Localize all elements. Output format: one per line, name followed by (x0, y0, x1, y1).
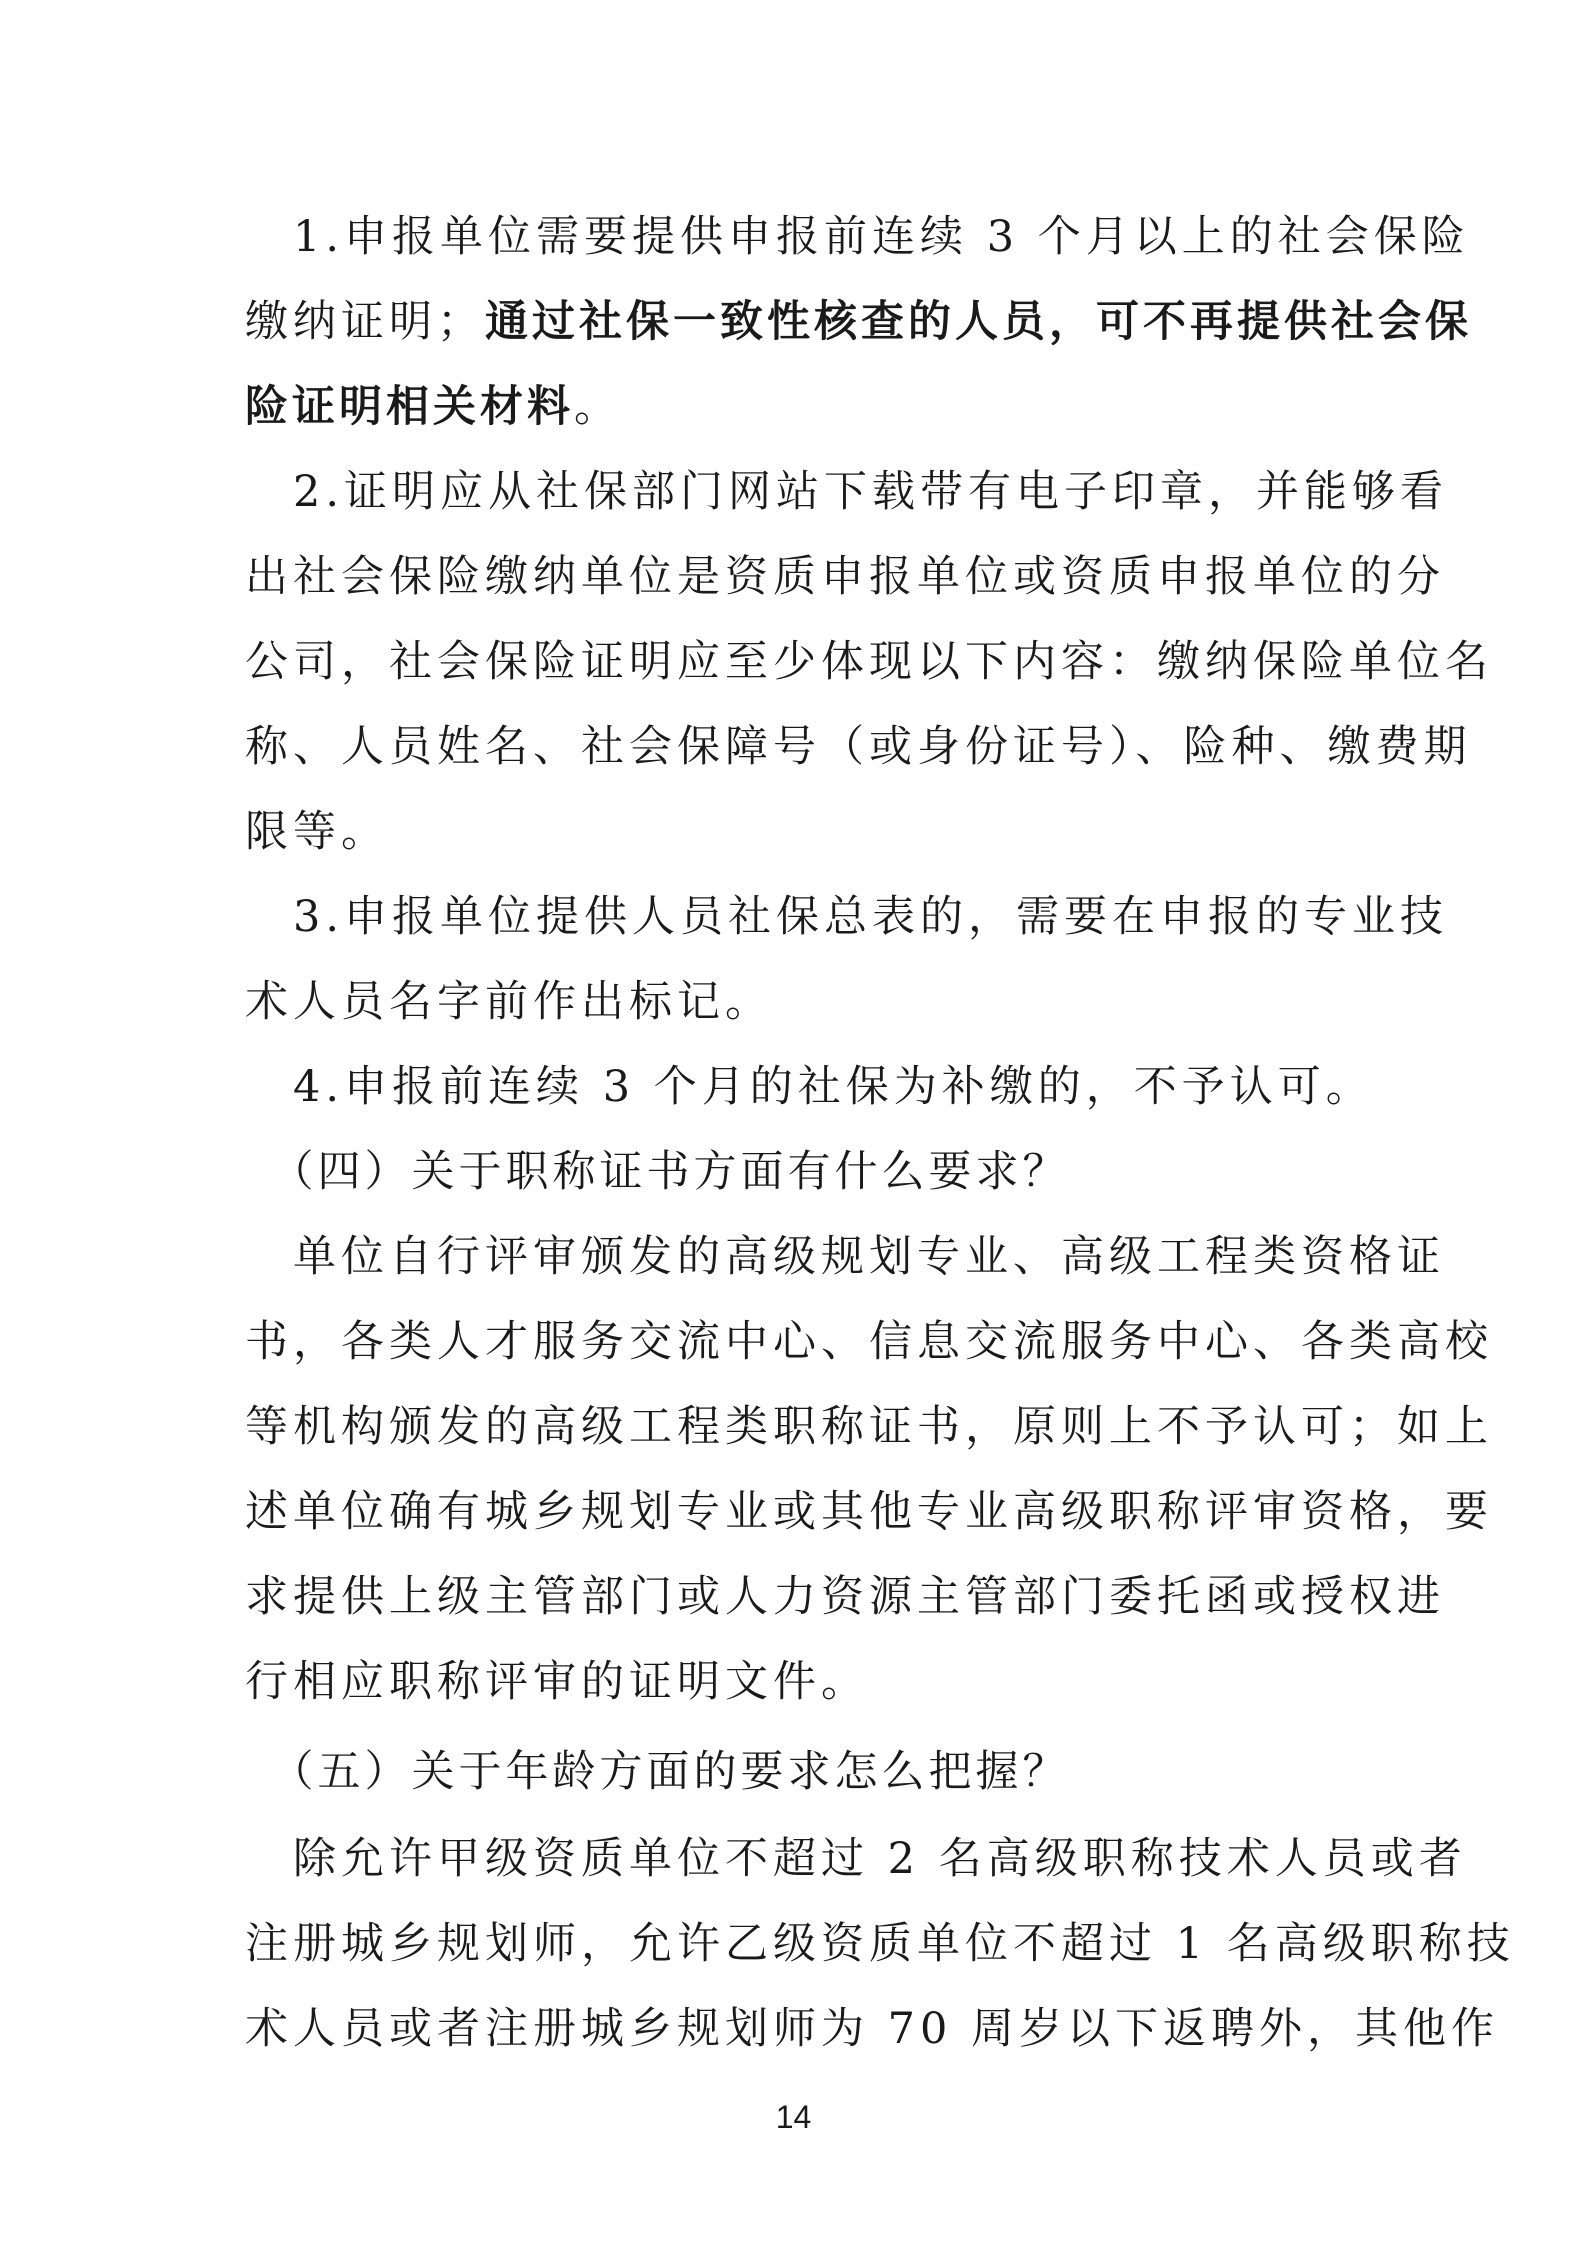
paragraph-1-line-1 (245, 195, 1470, 279)
paragraph-4-line-1 (245, 1045, 1374, 1129)
paragraph-2-line-2 (245, 535, 1445, 619)
paragraph-2-line-4 (245, 705, 1472, 789)
text-run: 2.证明应从社保部门网站下载带有电子印章，并能够看 (245, 467, 1449, 517)
text-run: 术人员名字前作出标记。 (245, 977, 773, 1027)
paragraph-6-line-3 (245, 1987, 1500, 2071)
paragraph-5-line-6 (245, 1640, 1365, 1724)
heading-text: （五）关于年龄方面的要求怎么把握？ (245, 1747, 1070, 1797)
paragraph-5-line-3 (245, 1385, 1493, 1469)
text-run: 书，各类人才服务交流中心、信息交流服务中心、各类高校 (245, 1317, 1493, 1367)
paragraph-2-line-1 (245, 450, 1449, 534)
paragraph-6-line-1 (245, 1817, 1467, 1901)
text-run: 行相应职称评审的证明文件。 (245, 1657, 869, 1707)
text-run: 3.申报单位提供人员社保总表的，需要在申报的专业技 (245, 892, 1449, 942)
text-run: 。 (574, 382, 622, 432)
text-run: 等机构颁发的高级工程类职称证书，原则上不予认可；如上 (245, 1402, 1493, 1452)
text-run: 称、人员姓名、社会保障号（或身份证号）、险种、缴费期 (245, 722, 1472, 772)
text-run: 单位自行评审颁发的高级规划专业、高级工程类资格证 (245, 1232, 1445, 1282)
paragraph-5-line-4 (245, 1470, 1493, 1554)
text-run: 缴纳证明； (245, 297, 485, 347)
text-run: 求提供上级主管部门或人力资源主管部门委托函或授权进 (245, 1572, 1445, 1622)
bold-text-run: 险证明相关材料 (245, 382, 574, 432)
section-heading-4 (245, 1130, 1365, 1214)
text-run: 除允许甲级资质单位不超过 2 名高级职称技术人员或者 (245, 1834, 1467, 1884)
text-run: 出社会保险缴纳单位是资质申报单位或资质申报单位的分 (245, 552, 1445, 602)
text-run: 注册城乡规划师，允许乙级资质单位不超过 1 名高级职称技 (245, 1919, 1515, 1969)
text-run: 限等。 (245, 807, 389, 857)
paragraph-1-line-2 (245, 280, 1472, 364)
paragraph-2-line-3 (245, 620, 1493, 704)
paragraph-3-line-1 (245, 875, 1449, 959)
paragraph-5-line-2 (245, 1300, 1493, 1384)
bold-text-run: 通过社保一致性核查的人员，可不再提供社会保 (485, 297, 1472, 347)
paragraph-5-line-5 (245, 1555, 1445, 1639)
text-run: 公司，社会保险证明应至少体现以下内容：缴纳保险单位名 (245, 637, 1493, 687)
heading-text: （四）关于职称证书方面有什么要求？ (245, 1147, 1070, 1197)
paragraph-1-line-3 (245, 365, 1365, 449)
text-run: 1.申报单位需要提供申报前连续 3 个月以上的社会保险 (245, 212, 1470, 262)
text-run: 4.申报前连续 3 个月的社保为补缴的，不予认可。 (245, 1062, 1374, 1112)
paragraph-3-line-2 (245, 960, 1365, 1044)
paragraph-6-line-2 (245, 1902, 1515, 1986)
paragraph-5-line-1 (245, 1215, 1445, 1299)
section-heading-5 (245, 1730, 1365, 1814)
text-run: 术人员或者注册城乡规划师为 70 周岁以下返聘外，其他作 (245, 2004, 1500, 2054)
paragraph-2-line-5 (245, 790, 1365, 874)
page-number: 14 (775, 2099, 812, 2135)
text-run: 述单位确有城乡规划专业或其他专业高级职称评审资格，要 (245, 1487, 1493, 1537)
